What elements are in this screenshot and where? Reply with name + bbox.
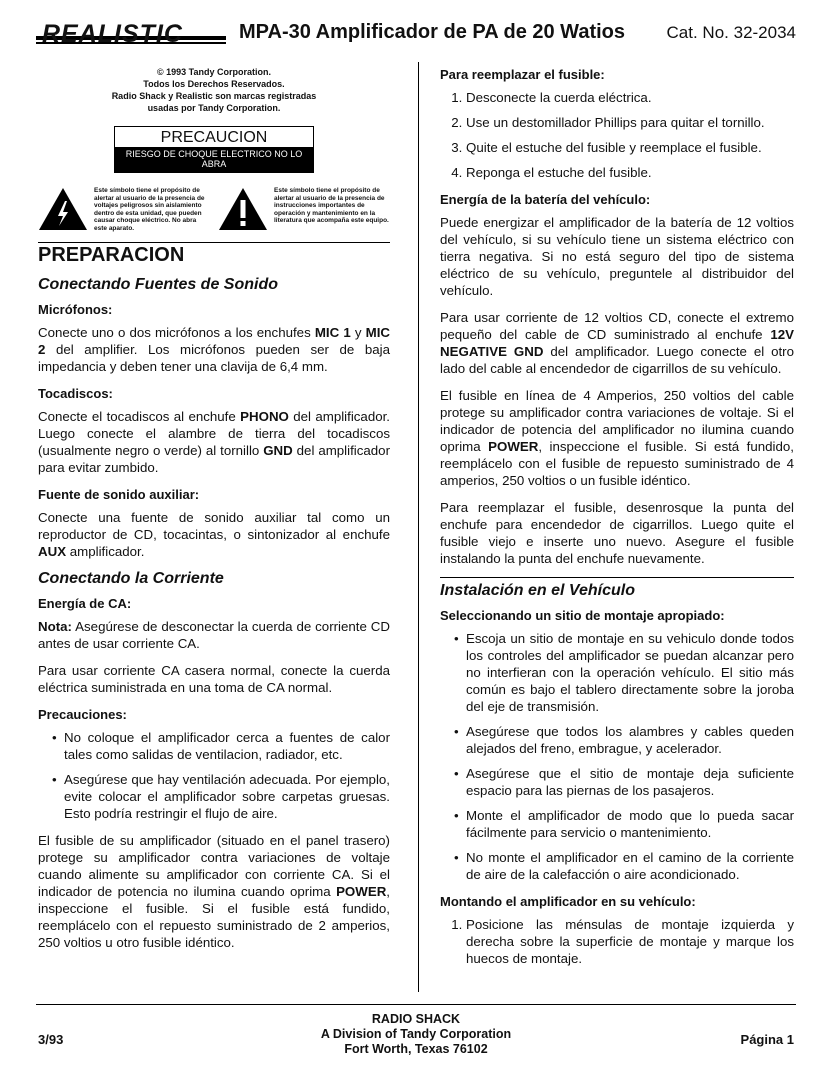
caution-title: PRECAUCION: [160, 129, 268, 146]
aux-paragraph: Conecte una fuente de sonido auxiliar tal como un reproductor de CD, tocacintas, o sintonizador al enchufe AUX amplificador.: [38, 510, 390, 559]
battery-paragraph: Para reemplazar el fusible, desenrosque la punta del enchufe para encendedor de cigarrillos. Luego quite el fusible viejo e inserte uno nuevo. Asegure el fusible instalando la punta del enchufe nuevamente.: [440, 500, 794, 566]
footer-line: RADIO SHACK: [371, 1012, 461, 1026]
battery-label: Energía de la batería del vehículo:: [440, 192, 651, 207]
page-header: [36, 20, 796, 48]
precautions-label: Precauciones:: [38, 707, 127, 722]
subsection-heading: Conectando Fuentes de Sonido: [38, 276, 279, 293]
list-item: 1. Posicione las ménsulas de montaje izquierda y derecha sobre la superficie de montaje y marque los huecos de montaje.: [466, 916, 794, 967]
lightning-warning-icon: [38, 187, 88, 231]
list-item: • Monte el amplificador de modo que lo pueda sacar fácilmente para servicio o mantenimiento.: [466, 807, 794, 841]
battery-paragraph: Puede energizar el amplificador de la batería de 12 voltios del vehículo, si su vehículo tiene un sistema eléctrico con tierra negativa. Si no está seguro del tipo de sistema eléctrico de su vehículo, preguntele al distribuidor del vehículo.: [440, 215, 794, 298]
footer-date: 3/93: [38, 1032, 64, 1047]
list-item: • No monte el amplificador en el camino de la corriente de aire de la calefacción o aire acondicionado.: [466, 849, 794, 883]
ac-power-label: Energía de CA:: [38, 596, 132, 611]
list-item: 2. Use un destomillador Phillips para quitar el tornillo.: [466, 114, 794, 131]
battery-paragraph: Para usar corriente de 12 voltios CD, conecte el extremo pequeño del cable de CD suministrado al enchufe 12V NEGATIVE GND del amplificador. Luego conecte el otro lado del cable al encendedor de cigarrillos de su vehículo.: [440, 310, 794, 376]
mounting-label: Montando el amplificador en su vehículo:: [440, 894, 696, 909]
list-item: • Asegúrese que hay ventilación adecuada. Por ejemplo, evite colocar el amplificador sobre carpetas gruesas. Esto podría restringir el flujo de aire.: [64, 771, 390, 822]
battery-paragraph: El fusible en línea de 4 Amperios, 250 voltios del cable protege su amplificador contra variaciones de voltaje. Si el indicador de potencia del amplificador no ilumina cuando oprima POWER, inspeccione el fusible. Si está fundido, reemplácelo con el fusible de repuesto suministrado de 4 amperios, 250 voltios o un fusible idéntico.: [440, 388, 794, 488]
footer-publisher: [36, 1012, 796, 1057]
caution-box: [114, 126, 314, 173]
subsection-heading: Conectando la Corriente: [38, 570, 224, 587]
fuse-paragraph: El fusible de su amplificador (situado en el panel trasero) protege su amplificador contra variaciones de voltaje cuando alimente su amplificador con corriente CA. Si el indicador de potencia no ilumina cuando oprima POWER, inspeccione el fusible. Si el fusible está fundido, reemplácelo con el repuesto suministrado de 2 amperios, 250 voltios u otro fusible idéntico.: [38, 833, 390, 950]
list-item: • Escoja un sitio de montaje en su vehiculo donde todos los controles del amplificador se puedan alcanzar pero no interfieran con la operación vehículo. El sitio más común es bajo el tablero directamente sobre la joroba del eje de transmisión.: [466, 630, 794, 715]
microphones-paragraph: Conecte uno o dos micrófonos a los enchufes MIC 1 y MIC 2 del amplifier. Los micrófonos pueden ser de baja impedancia y deben tener una clavija de 6,4 mm.: [38, 325, 390, 374]
column-divider: [418, 62, 419, 992]
turntable-paragraph: Conecte el tocadiscos al enchufe PHONO del amplificador. Luego conecte el alambre de tierra del tocadiscos (usualmente negro o verde) al tornillo GND del amplificador para evitar zumbido.: [38, 409, 391, 475]
precautions-list: [38, 729, 390, 822]
replace-fuse-steps: [440, 89, 794, 181]
right-column: [440, 66, 794, 977]
section-rule: [38, 242, 390, 243]
ac-paragraph: Para usar corriente CA casera normal, conecte la cuerda eléctrica suministrada en una toma de CA normal.: [38, 663, 390, 695]
document-title: MPA-30 Amplificador de PA de 20 Watios: [239, 21, 625, 43]
brand-logo: REALISTIC: [42, 20, 183, 48]
exclamation-symbol-block: [218, 187, 390, 232]
caution-subtitle: RIESGO DE CHOQUE ELECTRICO NO LO ABRA: [115, 147, 313, 172]
mount-site-label: Seleccionando un sitio de montaje apropiado:: [440, 608, 725, 623]
subsection-heading: Instalación en el Vehículo: [440, 582, 636, 599]
copyright-line: Radio Shack y Realistic son marcas registradas: [111, 91, 317, 101]
exclamation-warning-icon: [218, 187, 268, 231]
microphones-label: Micrófonos:: [38, 302, 113, 317]
lightning-symbol-block: [38, 187, 210, 232]
aux-label: Fuente de sonido auxiliar:: [38, 487, 200, 502]
list-item: 4. Reponga el estuche del fusible.: [466, 164, 794, 181]
footer-line: Fort Worth, Texas 76102: [344, 1042, 488, 1056]
list-item: 1. Desconecte la cuerda eléctrica.: [466, 89, 794, 106]
mount-site-list: [440, 630, 794, 883]
copyright-line: Todos los Derechos Reservados.: [143, 79, 285, 89]
warning-symbols: [38, 187, 390, 232]
footer-rule: [36, 1004, 796, 1005]
page-number: Página 1: [740, 1032, 794, 1047]
list-item: • Asegúrese que todos los alambres y cables queden alejados del freno, embrague, y acelerador.: [466, 723, 794, 757]
section-rule: [440, 577, 794, 578]
list-item: • Asegúrese que el sitio de montaje deja suficiente espacio para las piernas de los pasajeros.: [466, 765, 794, 799]
turntable-label: Tocadiscos:: [38, 386, 113, 401]
copyright-notice: [38, 66, 390, 114]
note-paragraph: Nota: Asegúrese de desconectar la cuerda de corriente CD antes de usar corriente CA.: [38, 619, 390, 651]
copyright-line: usadas por Tandy Corporation.: [147, 103, 281, 113]
list-item: • No coloque el amplificador cerca a fuentes de calor tales como salidas de ventilacion, radiador, etc.: [64, 729, 390, 763]
lightning-symbol-text: Este símbolo tiene el propósito de alertar al usuario de la presencia de voltajes peligrosos sin aislamiento dentro de esta unidad, que pueden causar choque eléctrico. No abra este aparato.: [94, 187, 205, 232]
copyright-line: © 1993 Tandy Corporation.: [157, 67, 271, 77]
catalog-number: Cat. No. 32-2034: [666, 23, 796, 42]
page-footer: [36, 1012, 796, 1062]
replace-fuse-label: Para reemplazar el fusible:: [440, 67, 605, 82]
left-column: [38, 66, 390, 961]
list-item: 3. Quite el estuche del fusible y reemplace el fusible.: [466, 139, 794, 156]
exclamation-symbol-text: Este símbolo tiene el propósito de alertar al usuario de la presencia de instrucciones importantes de operación y mantenimiento en la literatura que acompaña este equipo.: [274, 187, 389, 224]
mounting-steps: [440, 916, 794, 967]
footer-line: A Division of Tandy Corporation: [320, 1027, 512, 1041]
section-heading: PREPARACION: [38, 244, 185, 266]
